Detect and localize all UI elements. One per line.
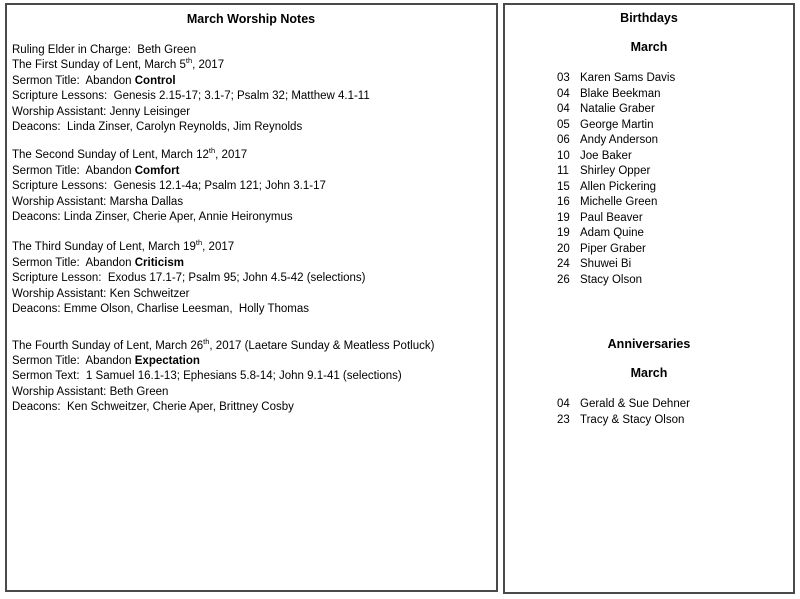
scripture-lessons-line: Scripture Lessons: Genesis 12.1-4a; Psalm 121; John 3.1-17 <box>12 180 326 193</box>
birthday-name: Shuwei Bi <box>580 258 632 270</box>
ruling-elder-line: Ruling Elder in Charge: Beth Green <box>12 44 197 56</box>
ordinal-superscript: th <box>208 146 216 156</box>
worship-assistant-line: Worship Assistant: Jenny Leisinger <box>12 105 191 118</box>
birthday-day: 24 <box>557 258 570 270</box>
birthday-row <box>505 257 793 273</box>
birthday-row <box>505 102 793 118</box>
sermon-title-line <box>12 354 490 369</box>
birthday-name: Paul Beaver <box>580 211 643 224</box>
deacons-line: Deacons: Linda Zinser, Cherie Aper, Annie Heironymus <box>12 211 293 224</box>
birthday-name: Andy Anderson <box>580 134 659 146</box>
worship-notes-panel <box>5 3 498 592</box>
sermon-title-label: Sermon Title: Abandon <box>12 74 135 87</box>
birthday-day: 04 <box>557 87 570 100</box>
birthday-day: 06 <box>557 134 570 146</box>
birthday-day: 10 <box>557 149 570 162</box>
birthday-day: 20 <box>557 242 570 255</box>
birthday-name: Adam Quine <box>580 227 644 239</box>
sermon-title-keyword: Control <box>134 74 176 87</box>
date-year-text: , 2017 <box>215 149 248 162</box>
birthday-name: Allen Pickering <box>580 180 657 193</box>
anniversary-row <box>505 397 793 413</box>
first-sunday-date-line <box>12 58 490 73</box>
anniversary-name: Tracy & Stacy Olson <box>580 413 685 426</box>
sermon-title-line <box>12 74 490 89</box>
ordinal-superscript: th <box>185 56 193 66</box>
birthday-name: George Martin <box>580 118 654 131</box>
birthday-row <box>505 87 793 103</box>
deacons-line: Deacons: Linda Zinser, Carolyn Reynolds, Jim Reynolds <box>12 121 303 134</box>
birthday-row <box>505 195 793 211</box>
scripture-lesson-line: Scripture Lesson: Exodus 17.1-7; Psalm 95; John 4.5-42 (selections) <box>12 272 366 285</box>
deacons-line: Deacons: Ken Schweitzer, Cherie Aper, Brittney Cosby <box>12 401 294 414</box>
birthday-day: 11 <box>557 165 569 177</box>
worship-assistant-line: Worship Assistant: Ken Schweitzer <box>12 287 190 300</box>
date-year-text: , 2017 (Laetare Sunday & Meatless Potluck) <box>209 339 435 352</box>
birthday-day: 26 <box>557 273 570 286</box>
birthday-day: 05 <box>557 118 570 131</box>
third-sunday-date-line <box>12 240 490 255</box>
birthday-row <box>505 71 793 87</box>
second-sunday-date-line <box>12 148 490 163</box>
birthday-row <box>505 133 793 149</box>
anniversary-row <box>505 413 793 429</box>
birthday-day: 03 <box>557 72 570 84</box>
second-sunday-section <box>12 148 490 225</box>
birthday-row <box>505 164 793 180</box>
date-text: The Third Sunday of Lent, March 19 <box>12 241 196 254</box>
anniversaries-title: Anniversaries <box>607 337 691 351</box>
birthday-name: Joe Baker <box>580 149 632 162</box>
sermon-title-label: Sermon Title: Abandon <box>12 256 135 269</box>
anniversaries-list <box>505 397 793 428</box>
sermon-title-line <box>12 164 490 179</box>
first-sunday-section <box>12 43 490 135</box>
date-text: The Fourth Sunday of Lent, March 26 <box>12 339 204 352</box>
worship-assistant-line: Worship Assistant: Marsha Dallas <box>12 195 184 208</box>
worship-assistant-line: Worship Assistant: Beth Green <box>12 385 169 398</box>
sermon-title-line <box>12 256 490 271</box>
birthday-name: Stacy Olson <box>580 273 642 286</box>
third-sunday-section <box>12 240 490 317</box>
fourth-sunday-date-line <box>12 336 490 354</box>
sermon-title-label: Sermon Title: Abandon <box>12 354 135 367</box>
date-text: The First Sunday of Lent, March 5 <box>12 59 186 72</box>
scripture-lessons-line: Scripture Lessons: Genesis 2.15-17; 3.1-7; Psalm 32; Matthew 4.1-11 <box>12 90 370 103</box>
birthday-row <box>505 242 793 258</box>
worship-notes-title: March Worship Notes <box>186 12 316 26</box>
birthday-row <box>505 211 793 227</box>
ordinal-superscript: th <box>203 336 210 346</box>
birthday-row <box>505 149 793 165</box>
deacons-line: Deacons: Emme Olson, Charlise Leesman, Holly Thomas <box>12 303 309 316</box>
birthday-row <box>505 226 793 242</box>
birthday-name: Blake Beekman <box>580 87 661 100</box>
birthday-day: 15 <box>557 180 570 193</box>
birthday-day: 16 <box>557 196 570 208</box>
birthdays-panel <box>503 3 795 594</box>
birthdays-month: March <box>630 39 668 54</box>
birthdays-list <box>505 71 793 288</box>
birthday-day: 19 <box>557 227 570 239</box>
fourth-sunday-section <box>12 336 490 416</box>
sermon-title-label: Sermon Title: Abandon <box>12 164 135 177</box>
date-year-text: , 2017 <box>192 59 225 72</box>
birthday-row <box>505 273 793 289</box>
anniversary-name: Gerald & Sue Dehner <box>580 398 690 410</box>
birthday-name: Michelle Green <box>580 196 658 208</box>
birthday-name: Piper Graber <box>580 242 646 255</box>
birthday-name: Shirley Opper <box>580 165 651 177</box>
sermon-title-keyword: Comfort <box>134 164 180 177</box>
birthday-row <box>505 180 793 196</box>
sermon-title-keyword: Criticism <box>134 256 184 269</box>
sermon-text-line: Sermon Text: 1 Samuel 16.1-13; Ephesians 5.8-14; John 9.1-41 (selections) <box>12 370 402 383</box>
birthday-row <box>505 118 793 134</box>
sermon-title-keyword: Expectation <box>134 354 200 367</box>
birthday-day: 04 <box>557 103 570 115</box>
date-text: The Second Sunday of Lent, March 12 <box>12 149 209 162</box>
date-year-text: , 2017 <box>202 241 235 254</box>
birthday-name: Natalie Graber <box>580 103 655 115</box>
birthdays-title: Birthdays <box>620 11 678 25</box>
anniversaries-month: March <box>630 365 668 380</box>
anniversary-day: 04 <box>557 398 570 410</box>
birthday-name: Karen Sams Davis <box>580 72 676 84</box>
birthday-day: 19 <box>557 211 570 224</box>
anniversary-day: 23 <box>557 413 570 426</box>
ordinal-superscript: th <box>195 238 203 248</box>
